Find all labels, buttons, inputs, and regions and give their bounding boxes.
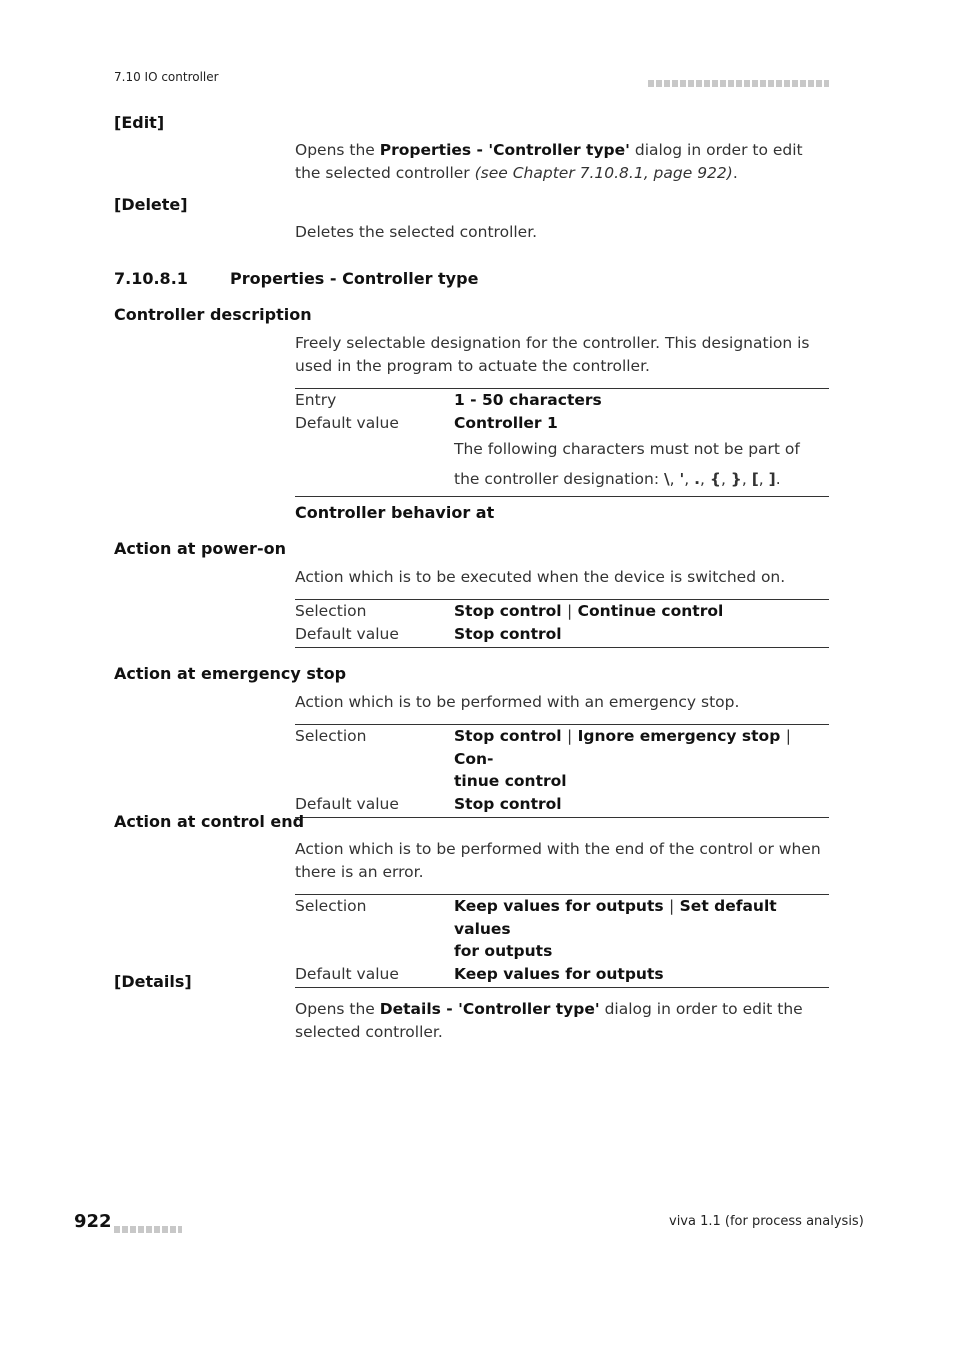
default-value: Stop control bbox=[454, 624, 562, 643]
entry-key: Entry bbox=[295, 391, 337, 409]
selection-key: Selection bbox=[295, 602, 367, 620]
emergency-stop-table bbox=[295, 724, 829, 818]
default-key: Default value bbox=[295, 624, 399, 643]
delete-label: [Delete] bbox=[114, 195, 188, 214]
selection-options: Stop control | Ignore emergency stop | Con- tinue control bbox=[454, 727, 791, 790]
product-name: viva 1.1 (for process analysis) bbox=[669, 1214, 864, 1229]
default-value: Stop control bbox=[454, 794, 562, 813]
edit-description: Opens the Properties - 'Controller type' dialog in order to edit the selected controller (see Chapter 7.10.8.1, page 922). bbox=[295, 141, 803, 182]
section-title: Properties - Controller type bbox=[230, 269, 479, 288]
selection-options: Keep values for outputs | Set default values for outputs bbox=[454, 897, 777, 960]
forbidden-characters-note: The following characters must not be part of the controller designation: \, ', ., {, }, [, ]. bbox=[454, 440, 800, 488]
edit-label: [Edit] bbox=[114, 113, 165, 132]
controller-description-label: Controller description bbox=[114, 305, 312, 324]
emergency-stop-text: Action which is to be performed with an emergency stop. bbox=[295, 693, 740, 711]
default-value: Keep values for outputs bbox=[454, 964, 664, 983]
selection-key: Selection bbox=[295, 727, 367, 745]
power-on-text: Action which is to be executed when the device is switched on. bbox=[295, 568, 786, 586]
selection-key: Selection bbox=[295, 897, 367, 915]
section-number: 7.10.8.1 bbox=[114, 269, 188, 288]
details-description: Opens the Details - 'Controller type' dialog in order to edit the selected controller. bbox=[295, 1000, 803, 1041]
power-on-label: Action at power-on bbox=[114, 539, 286, 558]
power-on-table bbox=[295, 599, 829, 648]
controller-description-text: Freely selectable designation for the controller. This designation is used in the program to actuate the controller. bbox=[295, 334, 810, 375]
footer-decoration bbox=[114, 1218, 182, 1237]
entry-value: 1 - 50 characters bbox=[454, 391, 602, 409]
default-value: Controller 1 bbox=[454, 413, 558, 432]
default-key: Default value bbox=[295, 794, 399, 813]
running-header: 7.10 IO controller bbox=[114, 70, 219, 84]
selection-options: Stop control | Continue control bbox=[454, 602, 724, 620]
default-key: Default value bbox=[295, 413, 399, 432]
default-key: Default value bbox=[295, 964, 399, 983]
page-number: 922 bbox=[74, 1211, 112, 1232]
chapter-reference[interactable]: (see Chapter 7.10.8.1, page 922) bbox=[474, 164, 733, 182]
behavior-heading: Controller behavior at bbox=[295, 503, 495, 522]
control-end-label: Action at control end bbox=[114, 812, 305, 831]
header-decoration bbox=[648, 72, 829, 91]
emergency-stop-label: Action at emergency stop bbox=[114, 664, 347, 683]
details-label: [Details] bbox=[114, 972, 192, 991]
delete-description: Deletes the selected controller. bbox=[295, 223, 538, 241]
control-end-text: Action which is to be performed with the end of the control or when there is an error. bbox=[295, 840, 821, 881]
controller-description-table bbox=[295, 388, 829, 497]
control-end-table bbox=[295, 894, 829, 988]
